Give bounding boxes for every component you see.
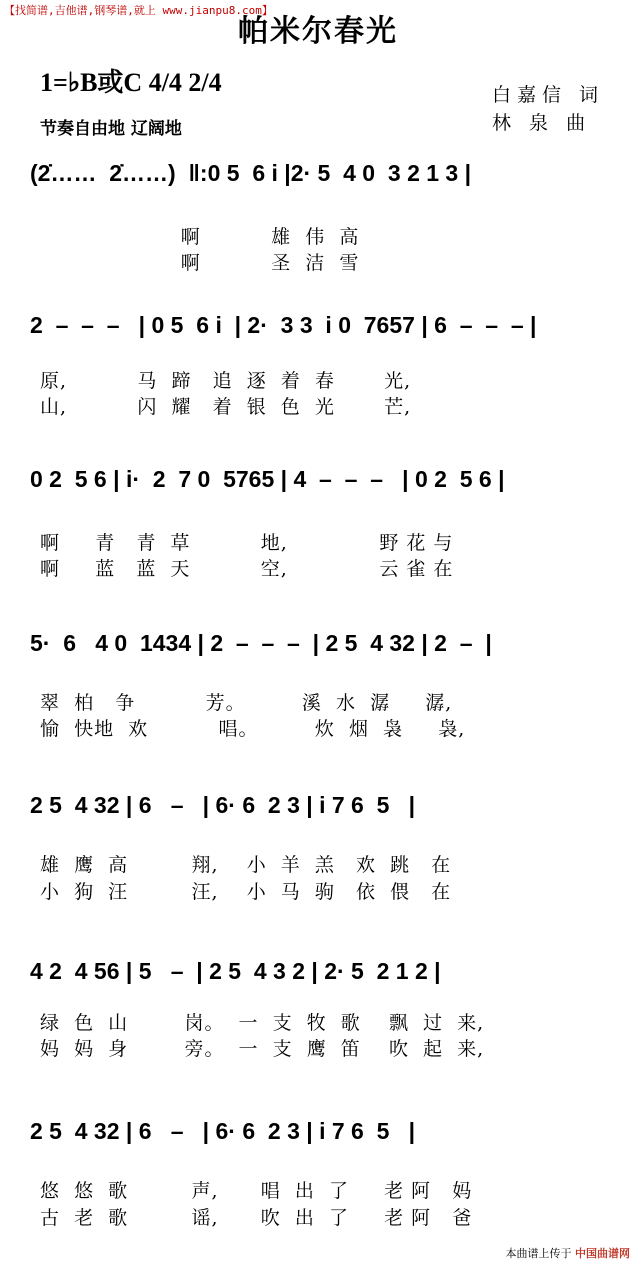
notation-line-7: 2 5 4 32 | 6 – | 6· 6 2 3 | i 7 6 5 | <box>30 1118 416 1144</box>
notation-line-2: 2 – – – | 0 5 6 i | 2· 3 3 i 0 7657 | 6 – – – | <box>30 312 537 338</box>
notation-line-5: 2 5 4 32 | 6 – | 6· 6 2 3 | i 7 6 5 | <box>30 792 416 818</box>
lyrics-verse2-line-4: 愉 快地 欢 唱。 炊 烟 袅 袅, <box>40 718 466 740</box>
lyrics-verse1-line-2: 原, 马 蹄 追 逐 着 春 光, <box>40 370 412 392</box>
lyrics-verse1-line-5: 雄 鹰 高 翔, 小 羊 羔 欢 跳 在 <box>40 854 452 876</box>
notation-line-1: (2̇…… 2̇……) ‖:0 5 6 i |2· 5 4 0 3 2 1 3 | <box>30 160 472 186</box>
tempo-marking: 节奏自由地 辽阔地 <box>40 119 182 139</box>
lyricist-credit: 白嘉信 词 <box>492 84 605 106</box>
notation-line-3: 0 2 5 6 | i· 2 7 0 5765 | 4 – – – | 0 2 5 6 | <box>30 466 505 492</box>
lyrics-verse1-line-3: 啊 青 青 草 地, 野 花 与 <box>40 532 454 554</box>
lyrics-verse2-line-1: 啊 圣 洁 雪 <box>40 252 360 274</box>
upload-footer <box>506 1245 631 1261</box>
composer-credit: 林 泉 曲 <box>492 112 592 134</box>
notation-line-6: 4 2 4 56 | 5 – | 2 5 4 3 2 | 2· 5 2 1 2 | <box>30 958 441 984</box>
footer-text: 本曲谱上传于 <box>505 1247 572 1260</box>
notation-line-4: 5· 6 4 0 1434 | 2 – – – | 2 5 4 32 | 2 – | <box>30 630 492 656</box>
footer-brand-logo[interactable]: 中国曲谱网 <box>575 1247 630 1260</box>
lyrics-verse2-line-2: 山, 闪 耀 着 银 色 光 芒, <box>40 396 412 418</box>
lyrics-verse2-line-5: 小 狗 汪 汪, 小 马 驹 依 偎 在 <box>40 881 452 903</box>
lyrics-verse1-line-6: 绿 色 山 岗。 一 支 牧 歌 飘 过 来, <box>40 1012 485 1034</box>
lyrics-verse1-line-7: 悠 悠 歌 声, 唱 出 了 老 阿 妈 <box>40 1180 473 1202</box>
site-banner[interactable]: 【找简谱,吉他谱,钢琴谱,就上 www.jianpu8.com】 <box>4 4 273 17</box>
lyrics-verse2-line-7: 古 老 歌 谣, 吹 出 了 老 阿 爸 <box>40 1207 473 1229</box>
lyrics-verse2-line-3: 啊 蓝 蓝 天 空, 云 雀 在 <box>40 558 454 580</box>
lyrics-verse1-line-1: 啊 雄 伟 高 <box>40 226 360 248</box>
song-title: 帕米尔春光 <box>238 14 398 49</box>
key-signature: 1=♭B或C 4/4 2/4 <box>40 68 222 97</box>
lyrics-verse2-line-6: 妈 妈 身 旁。 一 支 鹰 笛 吹 起 来, <box>40 1038 485 1060</box>
lyrics-verse1-line-4: 翠 柏 争 芳。 溪 水 潺 潺, <box>40 692 453 714</box>
